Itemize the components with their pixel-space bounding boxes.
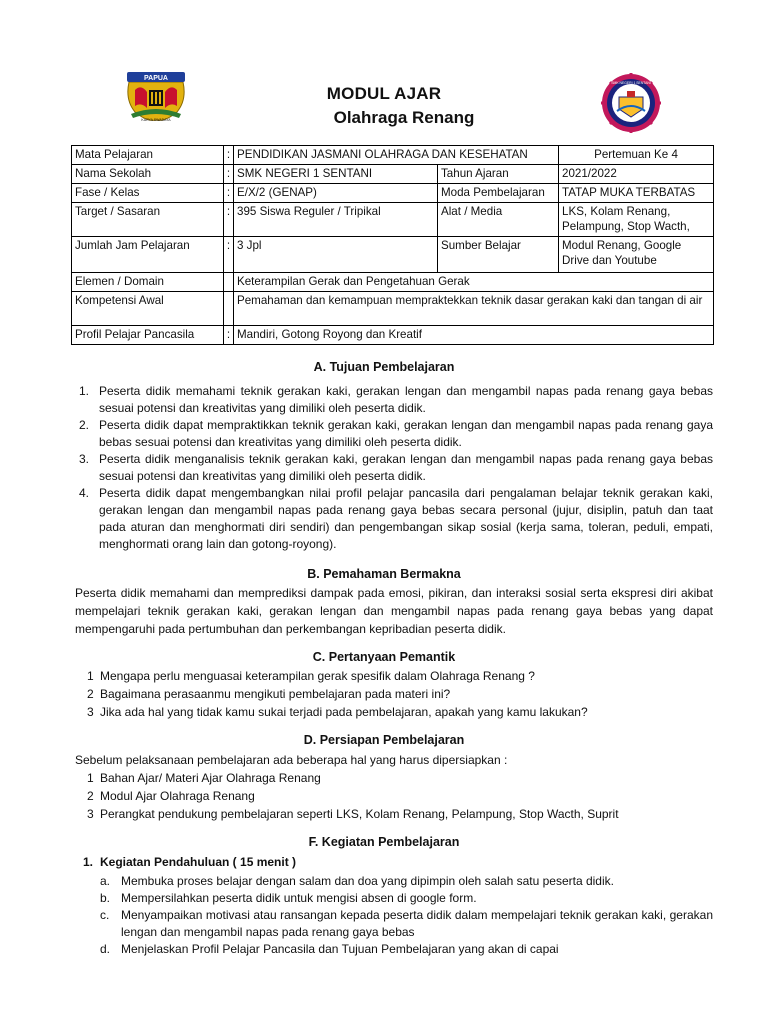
list-item-text: Jika ada hal yang tidak kamu sukai terjadi pada pembelajaran, apakah yang kamu lakukan? [100,705,588,719]
label-cell: Alat / Media [438,203,559,237]
list-item-text: Peserta didik dapat mengembangkan nilai profil pelajar pancasila dari pengalaman belajar teknik gerakan kaki, gerakan lengan dan mengambil napas pada renang gaya bebas secara personal (jujur, disiplin, patuh dan taat pada aturan dan menghormati diri sendiri) dan pengembangan sikap sosial (kerja sama, toleran, peduli, empati, menghormati orang lain dan gotong-royong). [99,486,713,551]
table-row [72,326,714,345]
list-item [100,907,713,941]
list-item-text: Mempersilahkan peserta didik untuk mengisi absen di google form. [121,891,477,905]
list-number: 2 [87,687,94,701]
colon-cell: : [224,237,234,273]
section-d-title: D. Persiapan Pembelajaran [303,733,465,747]
value-cell: Mandiri, Gotong Royong dan Kreatif [234,326,714,345]
list-item-text: Membuka proses belajar dengan salam dan doa yang dipimpin oleh salah satu peserta didik. [121,874,614,888]
document-title: MODUL AJAR [326,84,442,103]
label-cell: Mata Pelajaran [72,146,224,165]
label-cell: Elemen / Domain [72,273,224,292]
value-cell: Keterampilan Gerak dan Pengetahuan Gerak [234,273,714,292]
list-item [100,873,713,890]
section-d-list [87,769,713,823]
label-cell: Nama Sekolah [72,165,224,184]
list-number: a. [100,874,111,888]
value-cell: PENDIDIKAN JASMANI OLAHRAGA DAN KESEHATAN [234,146,559,165]
colon-cell [224,273,234,292]
list-item-text: Mengapa perlu menguasai keterampilan gerak spesifik dalam Olahraga Renang ? [100,669,535,683]
value-cell: 395 Siswa Reguler / Tripikal [234,203,438,237]
table-row [72,203,714,237]
section-c-title: C. Pertanyaan Pemantik [312,650,456,664]
list-number: d. [100,942,111,956]
list-item [79,451,713,485]
papua-logo-motto: KARYA SWADAYA [141,118,171,122]
list-item-text: Menjelaskan Profil Pelajar Pancasila dan Tujuan Pembelajaran yang akan di capai [121,942,559,956]
section-f-subtitle: Kegiatan Pendahuluan ( 15 menit ) [100,855,297,869]
list-item-text: Bahan Ajar/ Materi Ajar Olahraga Renang [100,771,321,785]
value-cell: E/X/2 (GENAP) [234,184,438,203]
table-row [72,146,714,165]
colon-cell: : [224,165,234,184]
section-f-title: F. Kegiatan Pembelajaran [308,835,460,849]
list-item [87,805,713,823]
list-number: 4. [79,486,90,500]
value-cell: 3 Jpl [234,237,438,273]
colon-cell [224,292,234,326]
papua-logo-text: PAPUA [144,75,168,82]
table-row [72,165,714,184]
section-b-paragraph: Peserta didik memahami dan memprediksi dampak pada emosi, pikiran, dan interaksi sosial serta ekspresi diri akibat mempelajari teknik gerakan kaki, gerakan lengan dan mengambil napas pada renang gaya bebas yang dapat mempengaruhi pada pertumbuhan dan perkembangan kepribadian peserta didik. [75,586,713,636]
section-a-list [79,383,713,553]
list-number: 1 [87,669,94,683]
label-cell: Jumlah Jam Pelajaran [72,237,224,273]
table-row [72,184,714,203]
list-item-text: Peserta didik dapat mempraktikkan teknik gerakan kaki, gerakan lengan dan mengambil napas pada renang gaya bebas sesuai potensi dan kreativitas yang dimiliki oleh peserta didik. [99,418,713,449]
value-cell: Modul Renang, Google Drive dan Youtube [559,237,714,273]
colon-cell: : [224,184,234,203]
list-item-text: Peserta didik menganalisis teknik gerakan kaki, gerakan lengan dan mengambil napas pada renang gaya bebas sesuai potensi dan kreativitas yang dimiliki oleh peserta didik. [99,452,713,483]
list-item [79,383,713,417]
value-cell: SMK NEGERI 1 SENTANI [234,165,438,184]
list-number: 3 [87,807,94,821]
list-item-text: Perangkat pendukung pembelajaran seperti LKS, Kolam Renang, Pelampung, Stop Wacth, Suprit [100,807,619,821]
list-item [87,685,713,703]
value-cell: TATAP MUKA TERBATAS [559,184,714,203]
section-d-intro: Sebelum pelaksanaan pembelajaran ada beberapa hal yang harus dipersiapkan : [75,753,508,767]
list-item [79,485,713,553]
list-item-text: Bagaimana perasaanmu mengikuti pembelajaran pada materi ini? [100,687,451,701]
value-cell: Pemahaman dan kemampuan mempraktekkan teknik dasar gerakan kaki dan tangan di air [234,292,714,326]
table-row [72,273,714,292]
label-cell: Kompetensi Awal [72,292,224,326]
list-number: 2 [87,789,94,803]
colon-cell: : [224,326,234,345]
colon-cell: : [224,146,234,165]
list-item [87,703,713,721]
list-item [100,890,713,907]
label-cell: Fase / Kelas [72,184,224,203]
info-table [71,145,714,345]
list-number: b. [100,891,111,905]
pertemuan-cell: Pertemuan Ke 4 [559,146,714,165]
document-subtitle: Olahraga Renang [333,108,475,127]
list-item-text: Modul Ajar Olahraga Renang [100,789,255,803]
list-item [87,769,713,787]
label-cell: Target / Sasaran [72,203,224,237]
list-item-text: Peserta didik memahami teknik gerakan kaki, gerakan lengan dan mengambil napas pada renang gaya bebas sesuai potensi dan kreativitas yang dimiliki oleh peserta didik. [99,384,713,415]
section-a-title: A. Tujuan Pembelajaran [313,360,455,374]
list-item [87,787,713,805]
list-item [79,417,713,451]
school-logo-text: SMK NEGERI 1 SENTANI [611,81,651,85]
value-cell: 2021/2022 [559,165,714,184]
list-number: 2. [79,418,90,432]
list-number: 3. [79,452,90,466]
list-item-text: Menyampaikan motivasi atau ransangan kepada peserta didik dalam mempelajari teknik gerakan kaki, gerakan lengan dan mengambil napas pada renang gaya bebas [121,908,713,939]
label-cell: Moda Pembelajaran [438,184,559,203]
label-cell: Tahun Ajaran [438,165,559,184]
colon-cell: : [224,203,234,237]
section-f-sub-number: 1. [83,855,94,869]
section-c-list [87,667,713,721]
list-number: c. [100,908,110,922]
section-f-list [100,873,713,958]
list-number: 1 [87,771,94,785]
section-b-title: B. Pemahaman Bermakna [307,567,461,581]
table-row [72,237,714,273]
label-cell: Profil Pelajar Pancasila [72,326,224,345]
list-number: 1. [79,384,90,398]
value-cell: LKS, Kolam Renang, Pelampung, Stop Wacth, [559,203,714,237]
label-cell: Sumber Belajar [438,237,559,273]
list-item [87,667,713,685]
list-number: 3 [87,705,94,719]
table-row [72,292,714,326]
school-emblem-logo [599,73,663,133]
list-item [100,941,713,958]
